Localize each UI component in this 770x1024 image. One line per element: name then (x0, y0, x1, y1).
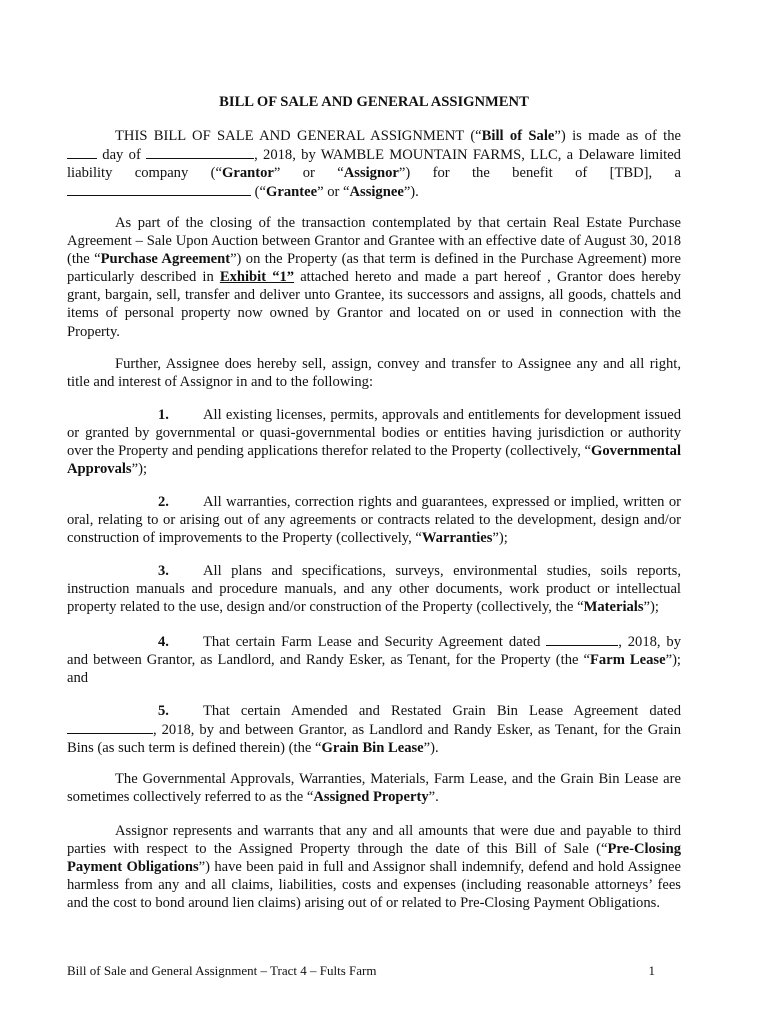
item-text: ”); (131, 461, 148, 478)
list-item (67, 632, 681, 687)
item-number: 4. (158, 634, 169, 650)
intro-text: ”) for the benefit of [TBD], a (398, 165, 681, 182)
lease-date-blank (546, 632, 618, 646)
defined-term-governmental-approvals: Governmental Approvals (67, 443, 681, 478)
item-text: ”). (423, 740, 439, 757)
defined-term-assignee: Assignee (349, 184, 404, 201)
item-text: All plans and specifications, surveys, environmental studies, soils reports, instruction manuals and procedure manuals, and any other documents, work product or intellectual property related to the use, design and/or construction of the Property (collectively, the “ (67, 563, 681, 616)
assigned-property-paragraph (67, 770, 681, 806)
item-number: 3. (158, 563, 169, 579)
intro-text: ”). (403, 184, 419, 201)
defined-term-assigned-property: Assigned Property (313, 789, 429, 806)
defined-term-purchase-agreement: Purchase Agreement (100, 251, 231, 268)
paragraph-text: Assignor represents and warrants that any and all amounts that were due and payable to third parties with respect to the Assigned Property through the date of this Bill of Sale (“ (67, 823, 681, 858)
defined-term-grantee: Grantee (266, 184, 318, 201)
intro-text: day of (97, 147, 147, 164)
exhibit-reference: Exhibit “1” (219, 269, 295, 286)
defined-term-warranties: Warranties (421, 530, 493, 547)
item-text: , 2018, by and between Grantor, as Landlord and Randy Esker, as Tenant, for the Grain Bins (as such term is defined therein) (the “ (67, 722, 681, 757)
list-item (67, 702, 681, 757)
item-text: That certain Farm Lease and Security Agreement dated (203, 634, 547, 650)
item-text: All warranties, correction rights and guarantees, expressed or implied, written or oral, relating to or arising out of any agreements or contracts related to the development, design and/or construction of improvements to the Property (collectively, “ (67, 494, 681, 547)
defined-term-pre-closing-payment-obligations: Pre-Closing Payment Obligations (67, 841, 681, 876)
defined-term-bill-of-sale: Bill of Sale (481, 128, 555, 144)
date-month-blank (146, 145, 254, 159)
item-text: ”); (492, 530, 508, 547)
intro-paragraph (67, 127, 681, 201)
date-day-blank (67, 145, 97, 159)
item-text: ”); (643, 599, 659, 616)
item-text: , 2018, by and between Grantor, as Landlord, and Randy Esker, as Tenant, for the Property (the “ (67, 634, 682, 669)
item-number: 2. (158, 494, 169, 510)
intro-text: (“ (251, 184, 266, 201)
intro-text: ”) is made as of the (554, 128, 681, 144)
intro-text: , 2018, by WAMBLE MOUNTAIN FARMS, LLC, a Delaware limited (254, 147, 681, 164)
list-item (67, 493, 681, 547)
paragraph-text: ”. (428, 789, 439, 806)
item-text: ”); and (67, 652, 681, 687)
page-number: 1 (648, 963, 655, 978)
paragraph-text: ”) on the Property (as that term is defined in the Purchase Agreement) more particularly described in (67, 251, 681, 286)
paragraph-text: The Governmental Approvals, Warranties, Materials, Farm Lease, and the Grain Bin Lease are sometimes collectively referred to as the “ (67, 771, 681, 806)
footer-document-label: Bill of Sale and General Assignment – Tract 4 – Fults Farm (67, 963, 377, 978)
grantee-name-blank (67, 182, 251, 196)
document-page (67, 0, 681, 1024)
paragraph-text: attached hereto and made a part hereof , Grantor does hereby grant, bargain, sell, transfer and deliver unto Grantee, its successors and assigns, all goods, chattels and items of personal property now owned by Grantor and located on or used in connection with the Property. (67, 269, 681, 340)
item-number: 1. (158, 407, 169, 423)
defined-term-grantor: Grantor (221, 165, 274, 182)
paragraph-text: As part of the closing of the transaction contemplated by that certain Real Estate Purchase Agreement – Sale Upon Auction between Grantor and Grantee with an effective date of August 30, 2018 (the “ (67, 215, 681, 268)
item-text: All existing licenses, permits, approvals and entitlements for development issued or granted by governmental or quasi-governmental bodies or entities having jurisdiction or authority over the Property and pending applications therefor related to the Property (collectively, “ (67, 407, 681, 460)
intro-text: THIS BILL OF SALE AND GENERAL ASSIGNMENT (“ (115, 128, 482, 144)
defined-term-farm-lease: Farm Lease (590, 652, 666, 669)
assignment-paragraph: Further, Assignee does hereby sell, assign, convey and transfer to Assignee any and all right, title and interest of Assignor in and to the following: (67, 356, 681, 391)
list-item (67, 562, 681, 616)
document-title: BILL OF SALE AND GENERAL ASSIGNMENT (219, 94, 529, 110)
intro-text: ” or “ (273, 165, 344, 182)
paragraph-text: ”) have been paid in full and Assignor shall indemnify, defend and hold Assignee harmless from any and all claims, liabilities, costs and expenses (including reasonable attorneys’ fees and the cost to bond around lien claims) arising out of or related to Pre-Closing Payment Obligations. (67, 859, 681, 912)
item-number: 5. (158, 703, 169, 719)
item-text: That certain Amended and Restated Grain Bin Lease Agreement dated (203, 703, 681, 719)
list-item (67, 406, 681, 478)
closing-paragraph (67, 214, 681, 341)
intro-text: liability company (“ (67, 165, 222, 182)
defined-term-grain-bin-lease: Grain Bin Lease (321, 740, 424, 757)
defined-term-materials: Materials (583, 599, 644, 616)
defined-term-assignor: Assignor (343, 165, 399, 182)
grain-lease-date-blank (67, 720, 153, 734)
intro-text: ” or “ (317, 184, 350, 201)
representations-paragraph (67, 822, 681, 912)
